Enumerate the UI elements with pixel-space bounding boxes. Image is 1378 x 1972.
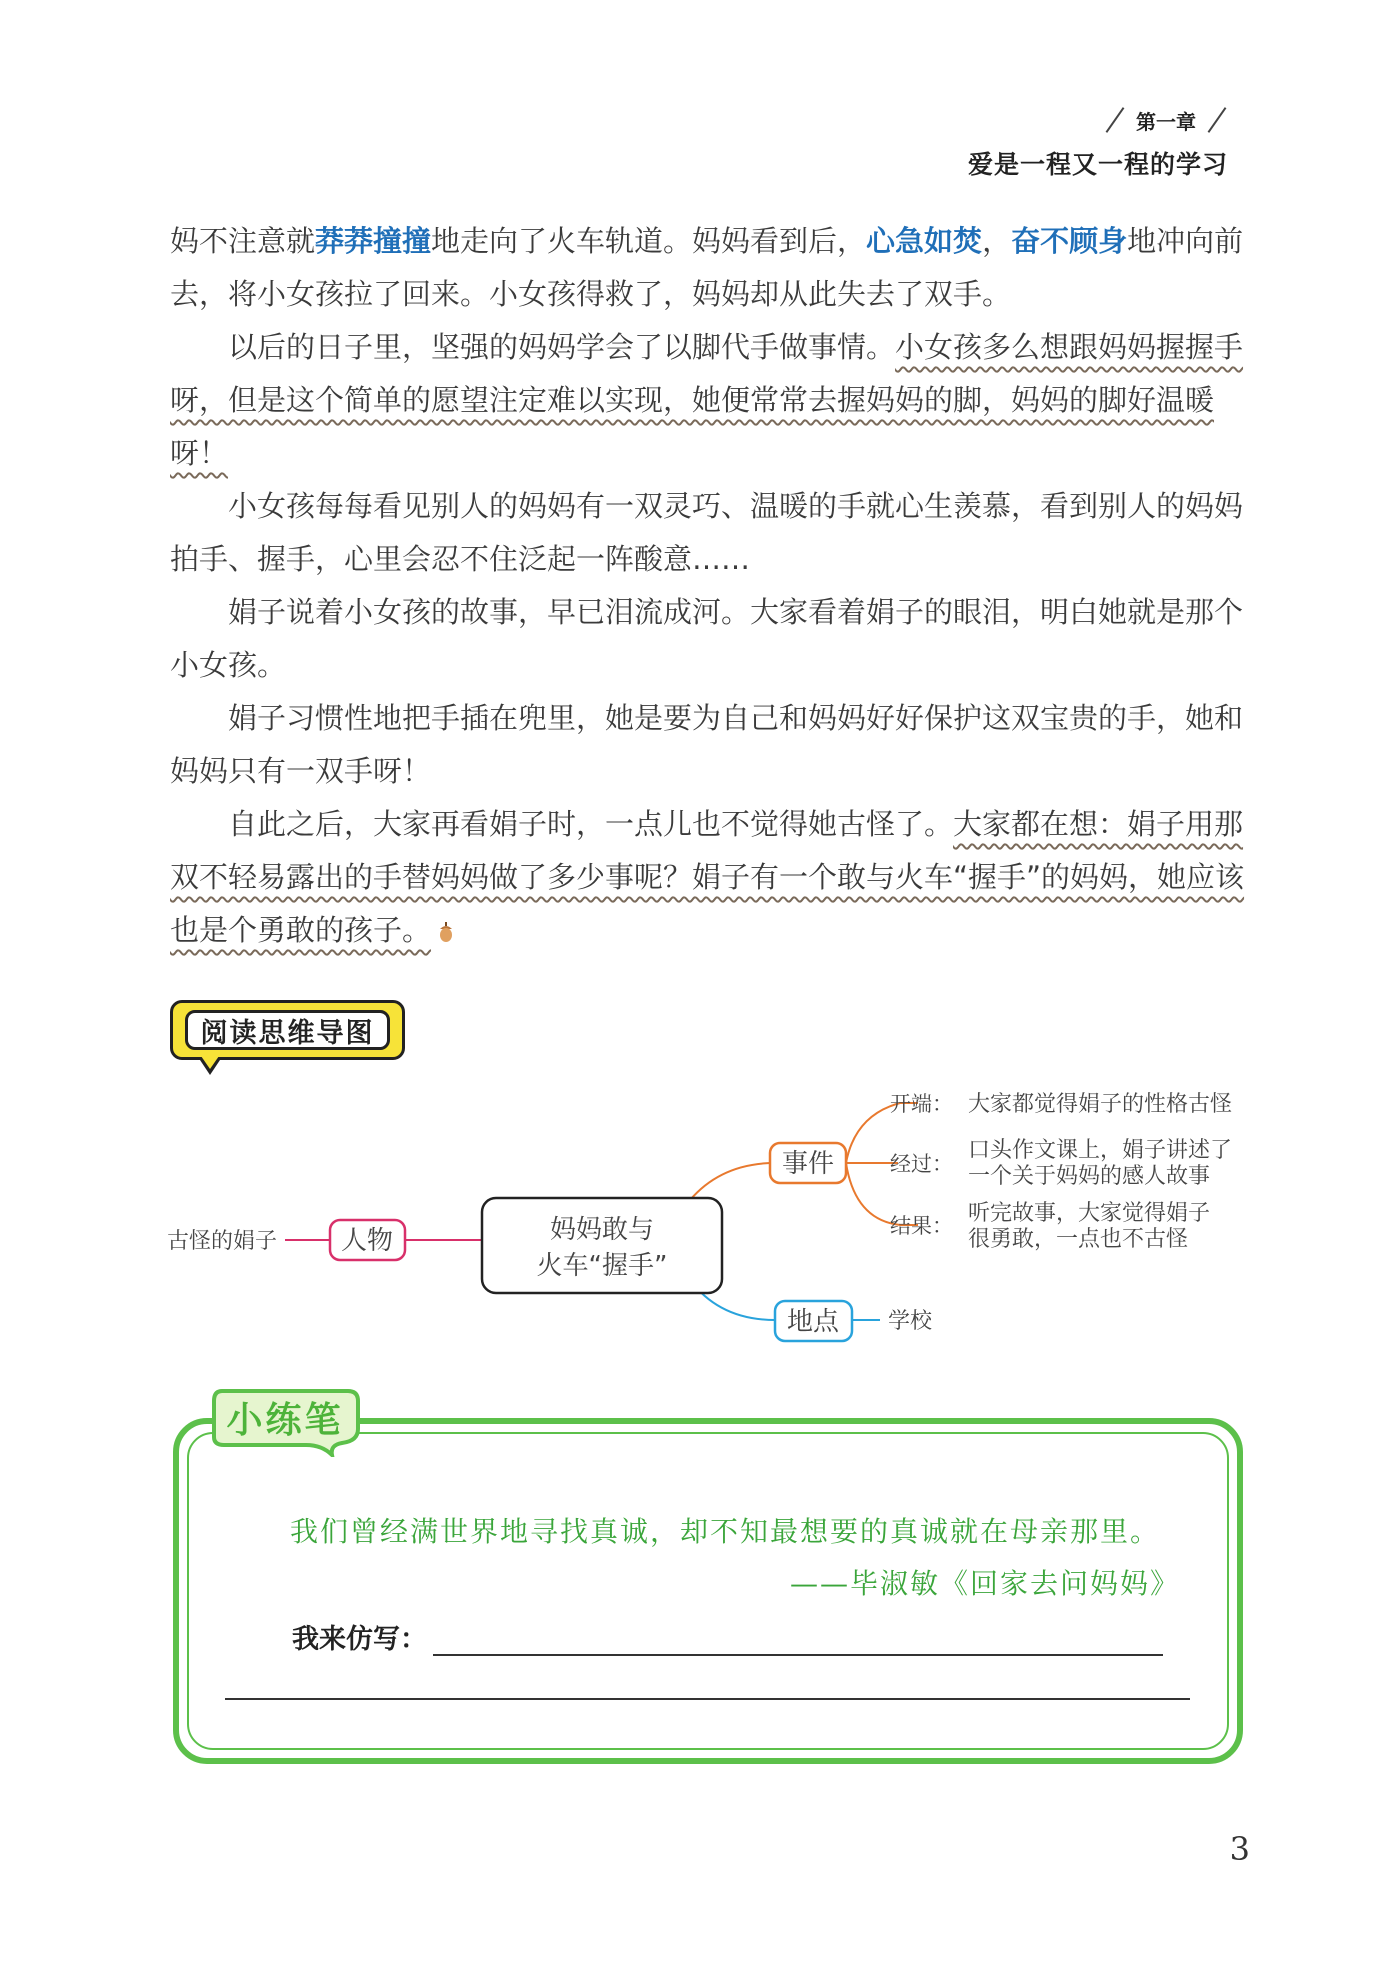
slash-decoration-left <box>1106 107 1125 133</box>
start-label: 开端： <box>890 1092 953 1116</box>
place-label: 地点 <box>786 1307 840 1337</box>
story-text <box>170 215 1245 957</box>
text-run: 妈不注意就 <box>170 224 316 258</box>
event-label: 事件 <box>781 1149 835 1179</box>
place-value: 学校 <box>888 1309 933 1334</box>
underlined-sentence: 小女孩多么想跟妈妈握握手呀，但是这个简单的愿望注定难以实现，她便常常去握妈妈的脚，妈妈的脚好温暖呀！ <box>170 330 1244 470</box>
middle-label: 经过： <box>890 1152 953 1176</box>
text-run: 自此之后，大家再看娟子时，一点儿也不觉得她古怪了。 <box>228 807 954 841</box>
character-label: 人物 <box>340 1226 394 1256</box>
text-run: 以后的日子里，坚强的妈妈学会了以脚代手做事情。 <box>228 330 896 364</box>
imitation-line-2[interactable] <box>225 1698 1190 1700</box>
chapter-row <box>968 105 1228 135</box>
end-value-1: 听完故事，大家觉得娟子 <box>968 1201 1211 1226</box>
end-value-2: 很勇敢，一点也不古怪 <box>968 1227 1189 1252</box>
practice-quote: 我们曾经满世界地寻找真诚，却不知最想要的真诚就在母亲那里。 <box>290 1515 1161 1548</box>
paragraph-4: 娟子说着小女孩的故事，早已泪流成河。大家看着娟子的眼泪，明白她就是那个小女孩。 <box>170 595 1244 682</box>
underlined-sentence: 大家都在想：娟子用那双不轻易露出的手替妈妈做了多少事呢？娟子有一个敢与火车“握手”的妈妈，她应该也是个勇敢的孩子。 <box>170 807 1245 947</box>
start-value: 大家都觉得娟子的性格古怪 <box>968 1092 1233 1117</box>
practice-title: 小练笔 <box>226 1399 344 1441</box>
mind-map <box>160 1065 1250 1365</box>
acorn-icon <box>437 921 455 943</box>
imitation-label: 我来仿写： <box>292 1624 427 1655</box>
chapter-label: 第一章 <box>1136 109 1196 134</box>
mindmap-title-box <box>170 1000 405 1060</box>
paragraph-6 <box>170 798 1245 957</box>
slash-decoration-right <box>1208 107 1227 133</box>
imitation-row <box>292 1617 1163 1656</box>
vocab-word: 奋不顾身 <box>1011 224 1128 258</box>
practice-quote-source: ——毕淑敏《回家去问妈妈》 <box>789 1567 1180 1600</box>
paragraph-5: 娟子习惯性地把手插在兜里，她是要为自己和妈妈好好保护这双宝贵的手，她和妈妈只有一双手呀！ <box>170 701 1244 788</box>
paragraph-1 <box>170 215 1245 321</box>
center-node-line1: 妈妈敢与 <box>549 1215 655 1245</box>
imitation-line-1[interactable] <box>433 1620 1163 1656</box>
center-node-line2: 火车“握手” <box>536 1251 668 1281</box>
paragraph-3: 小女孩每每看见别人的妈妈有一双灵巧、温暖的手就心生羡慕，看到别人的妈妈拍手、握手，心里会忍不住泛起一阵酸意…… <box>170 489 1244 576</box>
character-value: 古怪的娟子 <box>166 1229 277 1254</box>
book-title: 爱是一程又一程的学习 <box>967 150 1228 179</box>
text-run: 地走向了火车轨道。妈妈看到后， <box>431 224 867 258</box>
vocab-word: 心急如焚 <box>866 224 983 258</box>
middle-value-2: 一个关于妈妈的感人故事 <box>968 1164 1211 1189</box>
page-header <box>968 105 1228 181</box>
end-label: 结果： <box>890 1214 953 1238</box>
mindmap-title: 阅读思维导图 <box>185 1010 390 1050</box>
paragraph-2 <box>170 321 1245 480</box>
vocab-word: 莽莽撞撞 <box>315 224 432 258</box>
connector-event <box>690 1163 770 1200</box>
middle-value-1: 口头作文课上，娟子讲述了 <box>968 1138 1233 1163</box>
text-run: 地冲向前去，将小女孩拉了回来。小女孩得救了，妈妈却从此失去了双手。 <box>170 224 1244 311</box>
text-run: ， <box>982 224 1012 258</box>
page-number: 3 <box>1229 1830 1250 1868</box>
